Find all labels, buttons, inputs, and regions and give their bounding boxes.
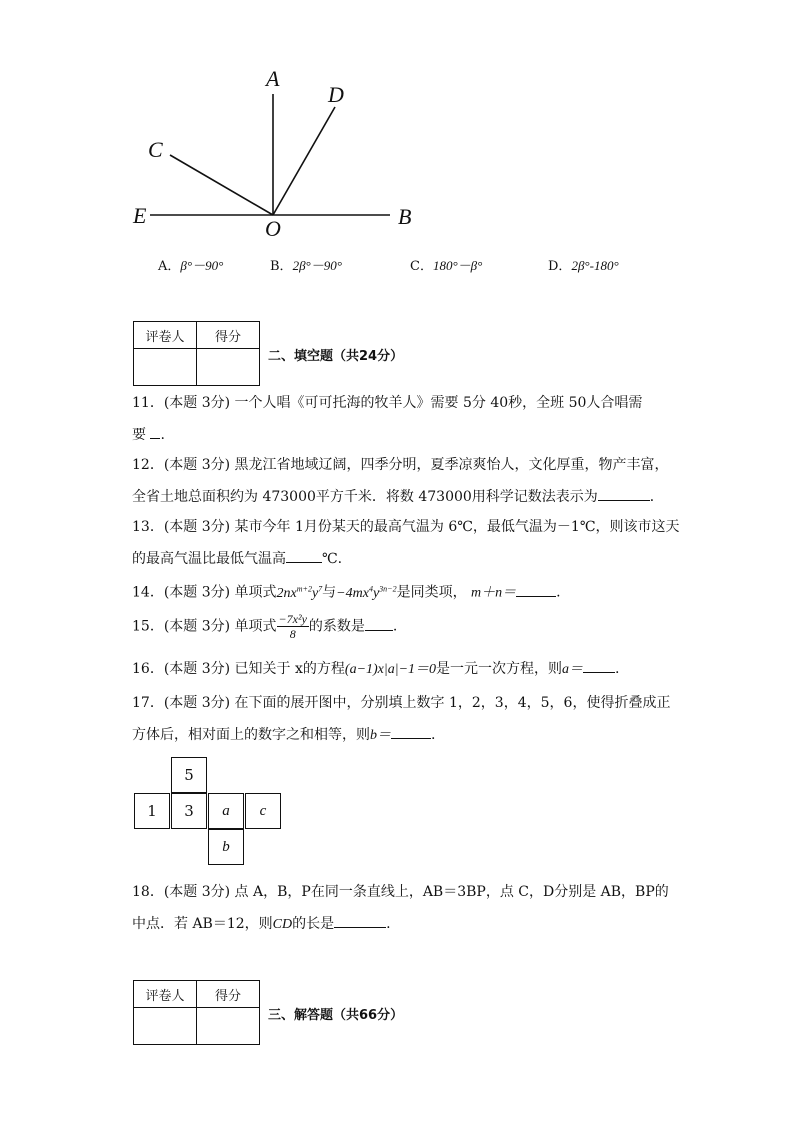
ray-OC (170, 155, 273, 215)
score-cell[interactable] (197, 349, 260, 386)
q14-answer-blank[interactable] (516, 582, 556, 597)
q16-line: 16．(本题 3分) 已知关于 x的方程(a−1)x|a|−1＝0是一元一次方程，则a＝ . (132, 658, 620, 680)
q15-denominator: 8 (289, 627, 296, 641)
q17-tail: b＝ (370, 728, 391, 743)
net-cell-b: b (208, 829, 244, 865)
q14-suffix: 是同类项， (396, 584, 467, 601)
q13-line2 (132, 548, 342, 569)
q14-prefix: 14．(本题 3分) 单项式 (132, 584, 277, 601)
q16-tail: a＝ (562, 662, 584, 677)
q18-line2a: 中点．若 AB＝12，则 (132, 916, 273, 932)
grade-table-section2 (133, 321, 260, 386)
grade-table-section3 (133, 980, 260, 1045)
q18-answer-blank[interactable] (334, 913, 386, 928)
label-D: D (328, 82, 344, 107)
q11-answer-blank[interactable] (150, 424, 160, 439)
q11-end: . (160, 427, 165, 443)
choice-a[interactable] (158, 255, 223, 274)
choice-d[interactable] (548, 255, 619, 274)
q12-line2: 全省土地总面积约为 473000平方千米．将数 473000用科学记数法表示为 ． (132, 486, 664, 507)
q13-line1: 13．(本题 3分) 某市今年 1月份某天的最高气温为 6℃，最低气温为－1℃，则该市这天 (132, 519, 680, 535)
q16-prefix: 16．(本题 3分) 已知关于 x的方程 (132, 661, 345, 677)
q18-line2c: 的长是 (292, 916, 335, 932)
q15-prefix: 15．(本题 3分) 单项式 (132, 618, 277, 635)
q14-monomial-1: $2nx^{m+2}y^7$ (276, 584, 323, 601)
q14-mid: 与 (322, 584, 337, 601)
score-cell-2[interactable] (197, 1008, 260, 1045)
q13-line2a: 的最高气温比最低气温高 (132, 551, 286, 567)
q14-line: 14．(本题 3分) 单项式$2nx^{m+2}y^7$与$-4mx^4y^{3n-2}$是同类项， m＋n＝ . (132, 579, 561, 604)
label-O: O (265, 216, 281, 241)
net-cell-a: a (208, 793, 244, 829)
score-header: 得分 (197, 322, 260, 349)
choice-d-label: D． (548, 259, 572, 274)
q15-answer-blank[interactable] (365, 616, 393, 631)
q18-line2: 中点．若 AB＝12，则CD的长是 . (132, 913, 391, 935)
choice-b[interactable] (270, 255, 342, 274)
label-E: E (133, 203, 147, 228)
reviewer-cell[interactable] (134, 349, 197, 386)
choice-b-label: B． (270, 259, 293, 274)
choice-c[interactable] (410, 255, 482, 274)
q15-line: 15．(本题 3分) 单项式 $\frac{\text{−7x²y}}{8}$ 的系数是 . (132, 612, 398, 641)
section3-title: 三、解答题（共66分） (268, 1008, 404, 1023)
q11-line1: 11．(本题 3分) 一个人唱《可可托海的牧羊人》需要 5分 40秒，全班 50人合唱需 (132, 395, 643, 411)
choice-c-label: C． (410, 259, 433, 274)
label-C: C (148, 137, 163, 162)
choice-b-text: 2β°－90° (292, 258, 342, 273)
q12-answer-blank[interactable] (598, 486, 650, 501)
q15-suffix: 的系数是 (308, 618, 365, 635)
reviewer-header-2: 评卷人 (134, 981, 197, 1008)
q13-line2b: ℃. (322, 551, 343, 567)
label-B: B (398, 204, 412, 229)
net-cell-top: 5 (171, 757, 207, 793)
net-cell-center: 3 (171, 793, 207, 829)
q17-line1: 17．(本题 3分) 在下面的展开图中，分别填上数字 1，2，3，4，5，6，使得折叠成正 (132, 695, 671, 711)
section2-title: 二、填空题（共24分） (268, 349, 404, 364)
q18-line1: 18．(本题 3分) 点 A，B，P在同一条直线上，AB＝3BP，点 C，D分别是 AB，BP的 (132, 884, 669, 900)
q11-line2 (132, 424, 165, 445)
q17-line2-text: 方体后，相对面上的数字之和相等，则 (132, 727, 370, 743)
reviewer-cell-2[interactable] (134, 1008, 197, 1045)
choice-a-text: β°－90° (180, 258, 224, 273)
q16-answer-blank[interactable] (583, 658, 615, 673)
q17-line2: 方体后，相对面上的数字之和相等，则b＝ . (132, 724, 435, 746)
q13-answer-blank[interactable] (286, 548, 322, 563)
q11-line2-text: 要 (132, 427, 146, 443)
net-cell-left: 1 (134, 793, 170, 829)
score-header-2: 得分 (197, 981, 260, 1008)
q17-answer-blank[interactable] (391, 724, 431, 739)
choice-d-text: 2β°-180° (571, 258, 619, 273)
q16-suffix: 是一元一次方程，则 (436, 661, 563, 677)
q18-line2b: CD (272, 917, 293, 932)
ray-OD (273, 107, 335, 215)
q16-equation: (a−1)x|a|−1＝0 (344, 662, 437, 677)
label-A: A (266, 66, 280, 91)
q15-fraction (277, 612, 309, 641)
choice-a-label: A． (158, 259, 181, 274)
q15-numerator: −7x²y (278, 612, 307, 626)
q12-line2-text: 全省土地总面积约为 473000平方千米．将数 473000用科学记数法表示为 (132, 489, 598, 505)
q12-line1: 12．(本题 3分) 黑龙江省地域辽阔，四季分明，夏季凉爽怡人，文化厚重，物产丰富， (132, 457, 669, 473)
q14-monomial-2: $-4mx^4y^{3n-2}$ (336, 584, 397, 601)
net-cell-c: c (245, 793, 281, 829)
q14-tail: m＋n＝ (471, 585, 517, 601)
choice-c-text: 180°－β° (432, 258, 483, 273)
reviewer-header: 评卷人 (134, 322, 197, 349)
